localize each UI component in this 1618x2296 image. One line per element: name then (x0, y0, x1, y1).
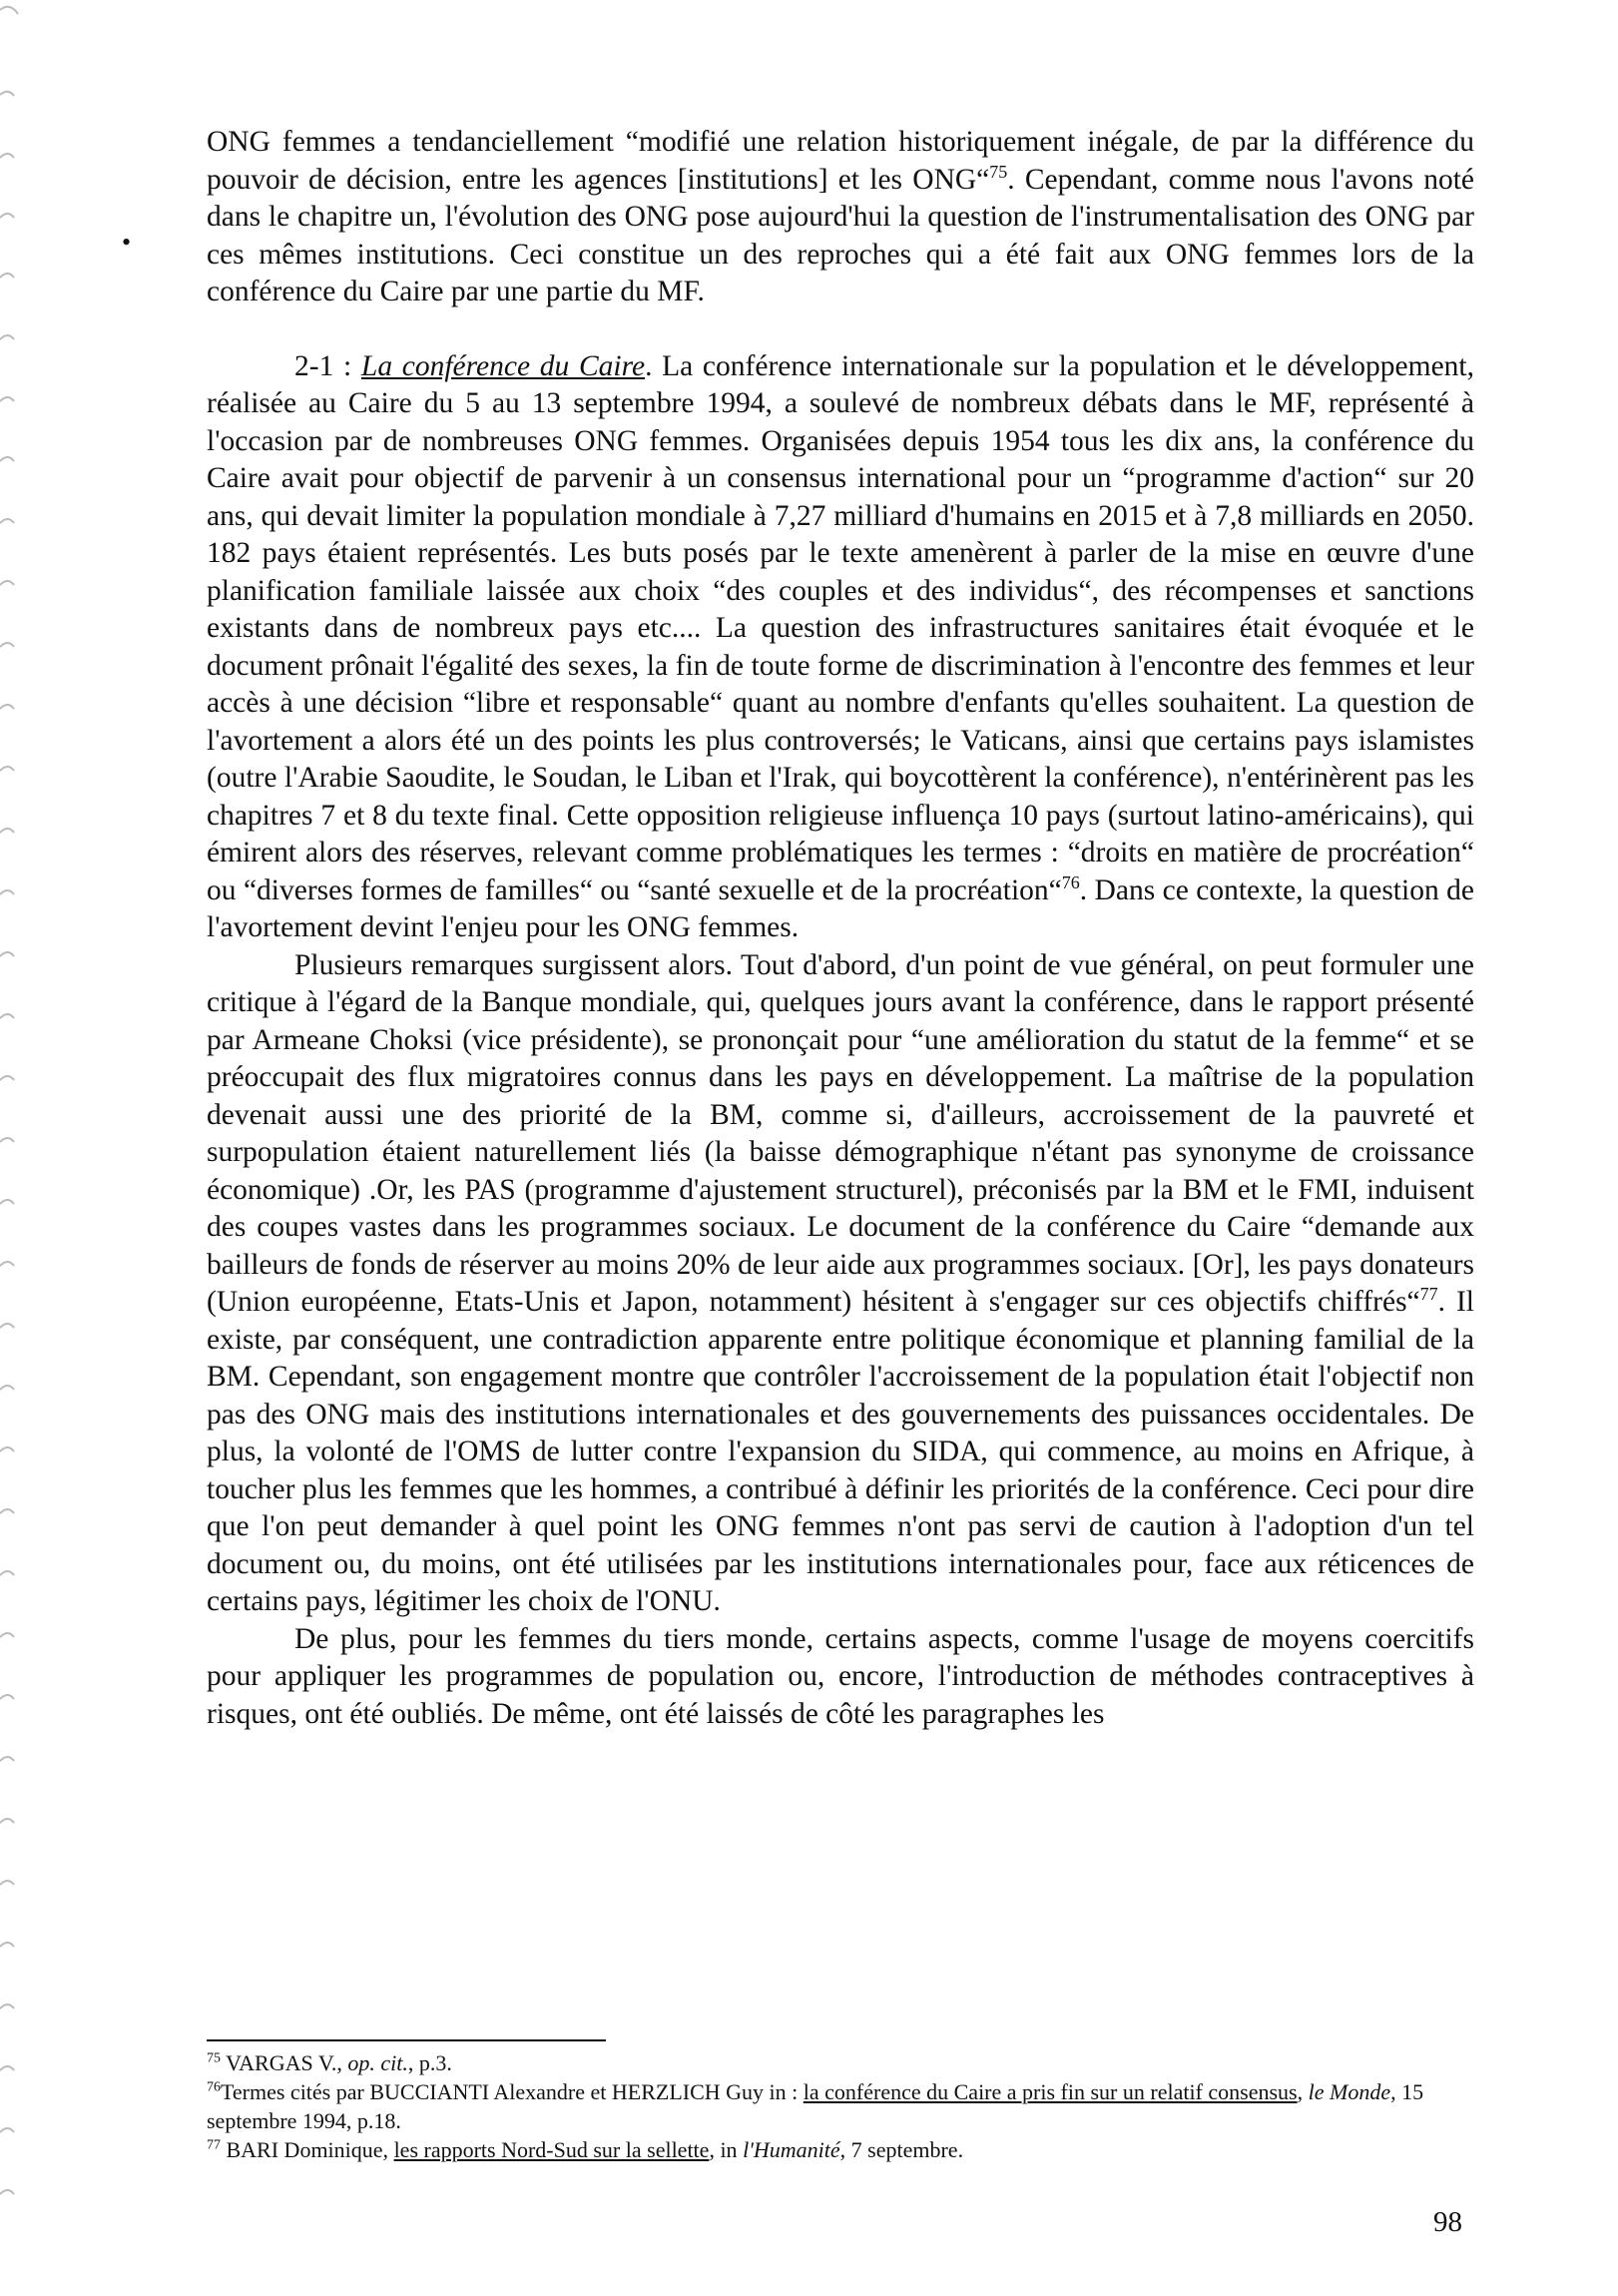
footnotes (207, 2048, 1454, 2164)
footnote-ref-76[interactable]: 76 (1061, 871, 1080, 892)
section-number: 2-1 : (294, 349, 352, 382)
binding-edge-marks (0, 0, 20, 2296)
paragraph-4: De plus, pour les femmes du tiers monde, certains aspects, comme l'usage de moyens coercitifs pour appliquer les programmes de population ou, encore, l'introduction de méthodes contraceptives à risques, ont été oubliés. De même, ont été laissés de côté les paragraphes les (207, 1622, 1474, 1730)
footnote-76-article-title: la conférence du Caire a pris fin sur un relatif consensus (803, 2079, 1298, 2104)
footnote-77: $^{77}$ BARI Dominique, les rapports Nord-Sud sur la sellette, in l'Humanité, 7 septembre. (207, 2137, 964, 2162)
paragraph-3: Plusieurs remarques surgissent alors. Tout d'abord, d'un point de vue général, on peut formuler une critique à l'égard de la Banque mondiale, qui, quelques jours avant la conférence, dans le rapport présenté par Armeane Choksi (vice présidente), se prononçait pour “une amélioration du statut de la femme“ et se préoccupait des flux migratoires connus dans les pays en développement. La maîtrise de la population devenait aussi une des priorité de la BM, comme si, d'ailleurs, accroissement de la pauvreté et surpopulation étaient naturellement liés (la baisse démographique n'étant pas synonyme de croissance économique) .Or, les PAS (programme d'ajustement structurel), préconisés par la BM et le FMI, induisent des coupes vastes dans les programmes sociaux. Le document de la conférence du Caire “demande aux bailleurs de fonds de réserver au moins 20% de leur aide aux programmes sociaux. [Or], les pays donateurs (Union européenne, Etats-Unis et Japon, notamment) hésitent à s'engager sur ces objectifs chiffrés“$^{77}$. Il existe, par conséquent, une contradiction apparente entre politique économique et planning familial de la BM. Cependant, son engagement montre que contrôler l'accroissement de la population était l'objectif non pas des ONG mais des institutions internationales et des gouvernements des puissances occidentales. De plus, la volonté de l'OMS de lutter contre l'expansion du SIDA, qui commence, au moins en Afrique, à toucher plus les femmes que les hommes, a contribué à définir les priorités de la conférence. Ceci pour dire que l'on peut demander à quel point les ONG femmes n'ont pas servi de caution à l'adoption d'un tel document ou, du moins, ont été utilisées par les institutions internationales pour, face aux réticences de certains pays, légitimer les choix de l'ONU. (207, 948, 1474, 1617)
footnote-76: $^{76}$Termes cités par BUCCIANTI Alexandre et HERZLICH Guy in : la conférence du Caire a pris fin sur un relatif consensus, le Monde, 15 septembre 1994, p.18. (207, 2079, 1424, 2133)
footnote-77-article-title: les rapports Nord-Sud sur la sellette (393, 2137, 710, 2162)
paragraph-1: ONG femmes a tendanciellement “modifié une relation historiquement inégale, de par la différence du pouvoir de décision, entre les agences [institutions] et les ONG“$^{75}$. Cependant, comme nous l'avons noté dans le chapitre un, l'évolution des ONG pose aujourd'hui la question de l'instrumentalisation des ONG par ces mêmes institutions. Ceci constitue un des reproches qui a été fait aux ONG femmes lors de la conférence du Caire par une partie du MF. (207, 126, 1475, 307)
footnote-ref-75[interactable]: 75 (989, 161, 1008, 182)
page-number: 98 (1433, 2206, 1462, 2238)
footnote-ref-77[interactable]: 77 (1419, 1284, 1438, 1305)
stray-dot-mark: • (122, 228, 132, 257)
footnote-separator (207, 2039, 606, 2041)
paragraph-2: 2-1 : La conférence du Caire. La conférence internationale sur la population et le développement, réalisée au Caire du 5 au 13 septembre 1994, a soulevé de nombreux débats dans le MF, représenté à l'occasion par de nombreuses ONG femmes. Organisées depuis 1954 tous les dix ans, la conférence du Caire avait pour objectif de parvenir à un consensus international pour un “programme d'action“ sur 20 ans, qui devait limiter la population mondiale à 7,27 milliard d'humains en 2015 et à 7,8 milliards en 2050. 182 pays étaient représentés. Les buts posés par le texte amenèrent à parler de la mise en œuvre d'une planification familiale laissée aux choix “des couples et des individus“, des récompenses et sanctions existants dans de nombreux pays etc.... La question des infrastructures sanitaires était évoquée et le document prônait l'égalité des sexes, la fin de toute forme de discrimination à l'encontre des femmes et leur accès à une décision “libre et responsable“ quant au nombre d'enfants qu'elles souhaitent. La question de l'avortement a alors été un des points les plus controversés; le Vaticans, ainsi que certains pays islamistes (outre l'Arabie Saoudite, le Soudan, le Liban et l'Irak, qui boycottèrent la conférence), n'entérinèrent pas les chapitres 7 et 8 du texte final. Cette opposition religieuse influença 10 pays (surtout latino-américains), qui émirent alors des réserves, relevant comme problématiques les termes : “droits en matière de procréation“ ou “diverses formes de familles“ ou “santé sexuelle et de la procréation“$^{76}$. Dans ce contexte, la question de l'avortement devint l'enjeu pour les ONG femmes. (207, 349, 1475, 943)
body-text (207, 124, 1474, 1733)
section-title: La conférence du Caire (360, 349, 646, 382)
footnote-75: $^{75}$ VARGAS V., op. cit., p.3. (207, 2050, 452, 2075)
